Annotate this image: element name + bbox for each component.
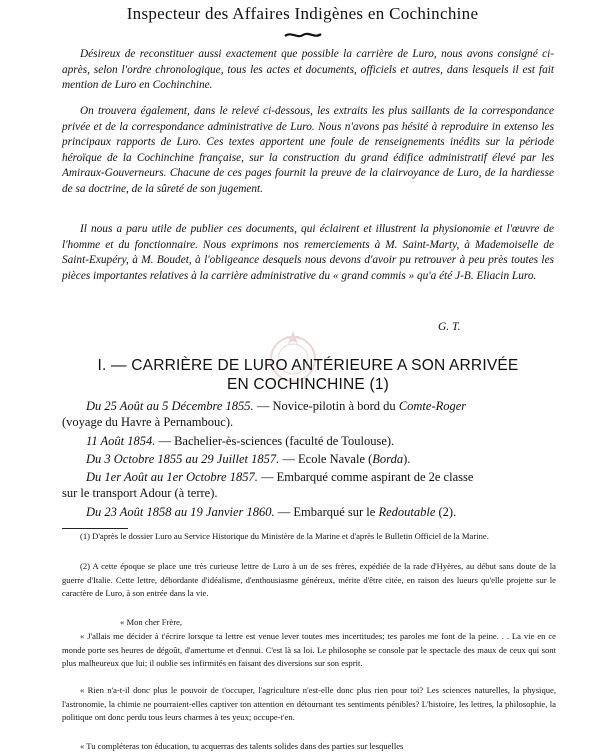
career-entry xyxy=(62,505,558,521)
career-date: 11 Août 1854. xyxy=(86,434,156,448)
intro-paragraph-1-text: Désireux de reconstituer aussi exactement que possible la carrière de Luro, nous avons consigné ci-après, selon l'ordre chronologique, tous les actes et documents, officiels et autres, dans lesquels il est fait mention de Luro en Cochinchine. xyxy=(62,48,554,91)
footnote-2 xyxy=(62,560,556,601)
career-continuation: (voyage du Havre à Pernambouc). xyxy=(62,414,234,429)
career-entry xyxy=(62,434,558,450)
footnote-divider xyxy=(62,528,128,529)
career-text: — Embarqué comme aspirant de 2e classe xyxy=(257,470,474,484)
career-text: — Novice-pilotin à bord du xyxy=(253,399,399,413)
career-entry xyxy=(62,399,558,430)
section-heading xyxy=(60,356,556,394)
letter-paragraph-2-text: « Rien n'a-t-il donc plus le pouvoir de t'occuper, l'agriculture n'est-elle donc plus rien pour toi? Les sciences naturelles, la physique, l'astronomie, la chimie ne pourraient-elles captiver ton attention en détournant tes sentiments pénibles? L'histoire, les lettres, la philosophie, la politique ont donc perdu tous leurs charmes à tes yeux; occupe-t'en. xyxy=(62,685,556,722)
career-date: Du 23 Août 1858 au 19 Janvier 1860. xyxy=(86,505,275,519)
intro-paragraph-2 xyxy=(62,104,554,197)
career-date: Du 25 Août au 5 Décembre 1855. xyxy=(86,399,254,413)
letter-paragraph-3-text: « Tu compléteras ton éducation, tu acquerras des talents solides dans des parties sur lesquelles xyxy=(80,741,404,751)
career-ship-name: Borda xyxy=(372,452,404,466)
footnote-1-text: (1) D'après le dossier Luro au Service Historique du Ministère de la Marine et d'après le Bulletin Officiel de la Marine. xyxy=(80,531,489,541)
career-text: — Ecole Navale ( xyxy=(279,452,373,466)
career-text: — Embarqué sur le xyxy=(274,505,379,519)
intro-paragraph-3 xyxy=(62,222,554,284)
intro-paragraph-1 xyxy=(62,47,554,94)
section-heading-line-2: EN COCHINCHINE (1) xyxy=(226,376,390,393)
career-continuation: sur le transport Adour (à terre). xyxy=(62,485,218,500)
career-ship-name: Comte-Roger xyxy=(398,399,467,413)
career-date: Du 1er Août au 1er Octobre 1857. xyxy=(86,470,258,484)
letter-paragraph-1-text: « J'allais me décider à t'écrire lorsque ta lettre est venue lever toutes mes incertitudes; tes paroles me font de la peine. . . La vie en ce monde porte ses heures de dégoût, d'amertume et d'ennui. C'est là sa loi. Le philosophe se console par le spectacle des maux de ceux qui sont plus malheureux que lui; il oublie ses infirmités en faisant des diversions sur son esprit. xyxy=(62,631,556,668)
career-tail: ). xyxy=(403,452,411,466)
career-entry xyxy=(62,452,558,468)
letter-paragraph-3 xyxy=(62,740,556,754)
letter-salutation: « Mon cher Frère, xyxy=(120,617,183,627)
footnote-2-text: (2) A cette époque se place une très curieuse lettre de Luro à un de ses frères, expédiée de la rade d'Hyères, au début sans doute de la guerre d'Italie. Cette lettre, débordante d'idéalisme, d'enthousiasme généreux, mérite d'être citée, en raison des lueurs qu'elle projette sur le caractère de Luro, à son entrée dans la vie. xyxy=(62,561,556,598)
letter-paragraph-2 xyxy=(62,684,556,725)
career-text: — Bachelier-ès-sciences (faculté de Toulouse). xyxy=(155,434,395,448)
page-header-title: Inspecteur des Affaires Indigènes en Cochinchine xyxy=(126,4,479,23)
intro-paragraph-3-text: Il nous a paru utile de publier ces documents, qui éclairent et illustrent la physionomie et l'œuvre de l'homme et du fonctionnaire. Nous exprimons nos remerciements à M. Saint-Marty, à Mademoiselle de Saint-Exupéry, à M. Boudet, à l'obligeance desquels nous devons d'avoir pu retrouver à peu près toutes les pièces importantes relatives à la carrière administrative du « grand commis » qu'a été J-B. Eliacin Luro. xyxy=(62,223,554,282)
career-entry xyxy=(62,470,558,501)
career-ship-name: Redoutable xyxy=(378,505,436,519)
ornament-flourish-icon xyxy=(283,30,323,40)
career-tail: (2). xyxy=(435,505,457,519)
intro-paragraph-2-text: On trouvera également, dans le relevé ci-dessous, les extraits les plus saillants de la correspondance privée et de la correspondance administrative de Luro. Nous n'avons pas hésité à reproduire in extenso les principaux rapports de Luro. Ces textes apportent une foule de renseignements inédits sur la période héroïque de la Cochinchine française, sur la construction du grand édifice administratif élevé par les Amiraux-Gouverneurs. Chacune de ces pages fournit la preuve de la clairvoyance de Luro, de la hardiesse de sa doctrine, de la sûreté de son jugement. xyxy=(62,105,554,195)
section-heading-line-1: I. — CARRIÈRE DE LURO ANTÉRIEURE A SON ARRIVÉE xyxy=(97,357,519,374)
letter-paragraph-1 xyxy=(62,630,556,671)
career-date: Du 3 Octobre 1855 au 29 Juillet 1857. xyxy=(86,452,280,466)
signature: G. T. xyxy=(438,321,461,333)
footnote-1 xyxy=(62,530,556,544)
